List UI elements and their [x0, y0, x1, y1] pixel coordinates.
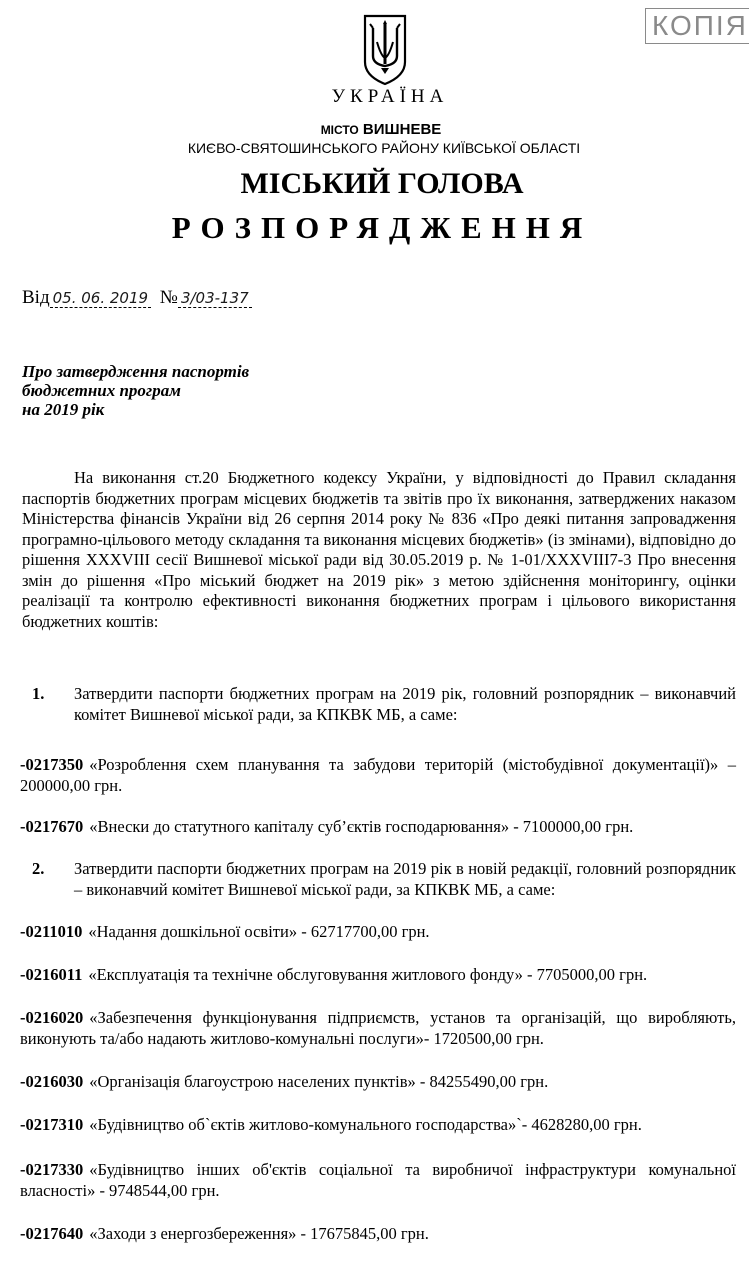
program-code: -0216020	[20, 1008, 84, 1027]
subject-line: на 2019 рік	[22, 400, 105, 419]
subject-line: бюджетних програм	[22, 381, 181, 400]
clause-number: 2.	[32, 859, 45, 878]
program-code: -0217330	[20, 1160, 84, 1179]
program-entry	[20, 965, 736, 986]
program-entry	[20, 1224, 736, 1245]
clause-text: Затвердити паспорти бюджетних програм на 2019 рік в новій редакції, головний розпорядник – виконавчий комітет Вишневої міської ради, за КПКВК МБ, а саме:	[74, 859, 736, 899]
city-name	[0, 121, 750, 138]
document-type-title: РОЗПОРЯДЖЕННЯ	[171, 210, 593, 245]
clause-1	[22, 684, 736, 725]
city-title: ВИШНЕВЕ	[362, 121, 442, 138]
program-code: -0217670	[20, 817, 84, 836]
program-text: «Організація благоустрою населених пунктів» - 84255490,00 грн.	[89, 1072, 549, 1091]
city-prefix: МІСТО	[320, 123, 359, 137]
program-code: -0217310	[20, 1115, 84, 1134]
program-text: «Будівництво об`єктів житлово-комунального господарства»`- 4628280,00 грн.	[89, 1115, 642, 1134]
copy-stamp: КОПІЯ	[645, 8, 749, 44]
clause-text: Затвердити паспорти бюджетних програм на 2019 рік, головний розпорядник – виконавчий комітет Вишневої міської ради, за КПКВК МБ, а саме:	[74, 684, 736, 724]
preamble-paragraph: На виконання ст.20 Бюджетного кодексу України, у відповідності до Правил складання паспортів бюджетних програм місцевих бюджетів та звітів про їх виконання, затверджених наказом Міністерства фінансів України від 26 серпня 2014 року № 836 «Про деякі питання запровадження програмно-цільового методу складання та виконання місцевих бюджетів» (із змінами), відповідно до рішення XXXVIII сесії Вишневої міської ради від 30.05.2019 р. № 1-01/XXXVIII7-3 Про внесення змін до рішення «Про міський бюджет на 2019 рік» з метою здійснення моніторингу, оцінки реалізації та контролю ефективності виконання бюджетних програм і цільового використання бюджетних коштів:	[22, 468, 736, 631]
program-text: «Будівництво інших об'єктів соціальної та виробничої інфраструктури комунальної власності» - 9748544,00 грн.	[20, 1160, 736, 1200]
program-text: «Забезпечення функціонування підприємств, установ та організацій, що виробляють, виконують та/або надають житлово-комунальні послуги»- 1720500,00 грн.	[20, 1008, 736, 1048]
program-text: «Заходи з енергозбереження» - 17675845,00 грн.	[89, 1224, 429, 1243]
program-code: -0217350	[20, 755, 84, 774]
authority-title: МІСЬКИЙ ГОЛОВА	[240, 167, 524, 200]
program-entry	[20, 1008, 736, 1049]
program-code: -0216011	[20, 965, 83, 984]
dateline	[22, 287, 252, 309]
program-code: -0217640	[20, 1224, 84, 1243]
program-entry	[20, 1160, 736, 1201]
program-text: «Надання дошкільної освіти» - 62717700,00 грн.	[88, 922, 430, 941]
program-text: «Внески до статутного капіталу суб’єктів господарювання» - 7100000,00 грн.	[89, 817, 634, 836]
number-label: №	[159, 287, 178, 308]
program-entry	[20, 1115, 736, 1136]
country-name: УКРАЇНА	[331, 86, 449, 107]
document-subject	[22, 362, 249, 419]
program-entry	[20, 922, 736, 943]
clause-number: 1.	[32, 684, 45, 703]
region-name: КИЄВО-СВЯТОШИНСЬКОГО РАЙОНУ КИЇВСЬКОЇ ОБЛАСТІ	[187, 140, 581, 156]
date-label: Від	[22, 287, 50, 308]
program-code: -0211010	[20, 922, 83, 941]
clause-2	[22, 859, 736, 900]
program-entry	[20, 755, 736, 796]
trident-coat-of-arms-icon	[361, 12, 409, 86]
program-entry	[20, 817, 736, 838]
date-value: 05. 06. 2019	[50, 289, 151, 308]
program-entry	[20, 1072, 736, 1093]
program-text: «Експлуатація та технічне обслуговування житлового фонду» - 7705000,00 грн.	[88, 965, 648, 984]
program-code: -0216030	[20, 1072, 84, 1091]
number-value: 3/03-137	[178, 289, 252, 308]
subject-line: Про затвердження паспортів	[22, 362, 250, 381]
program-text: «Розроблення схем планування та забудови територій (містобудівної документації)» – 200000,00 грн.	[20, 755, 736, 795]
